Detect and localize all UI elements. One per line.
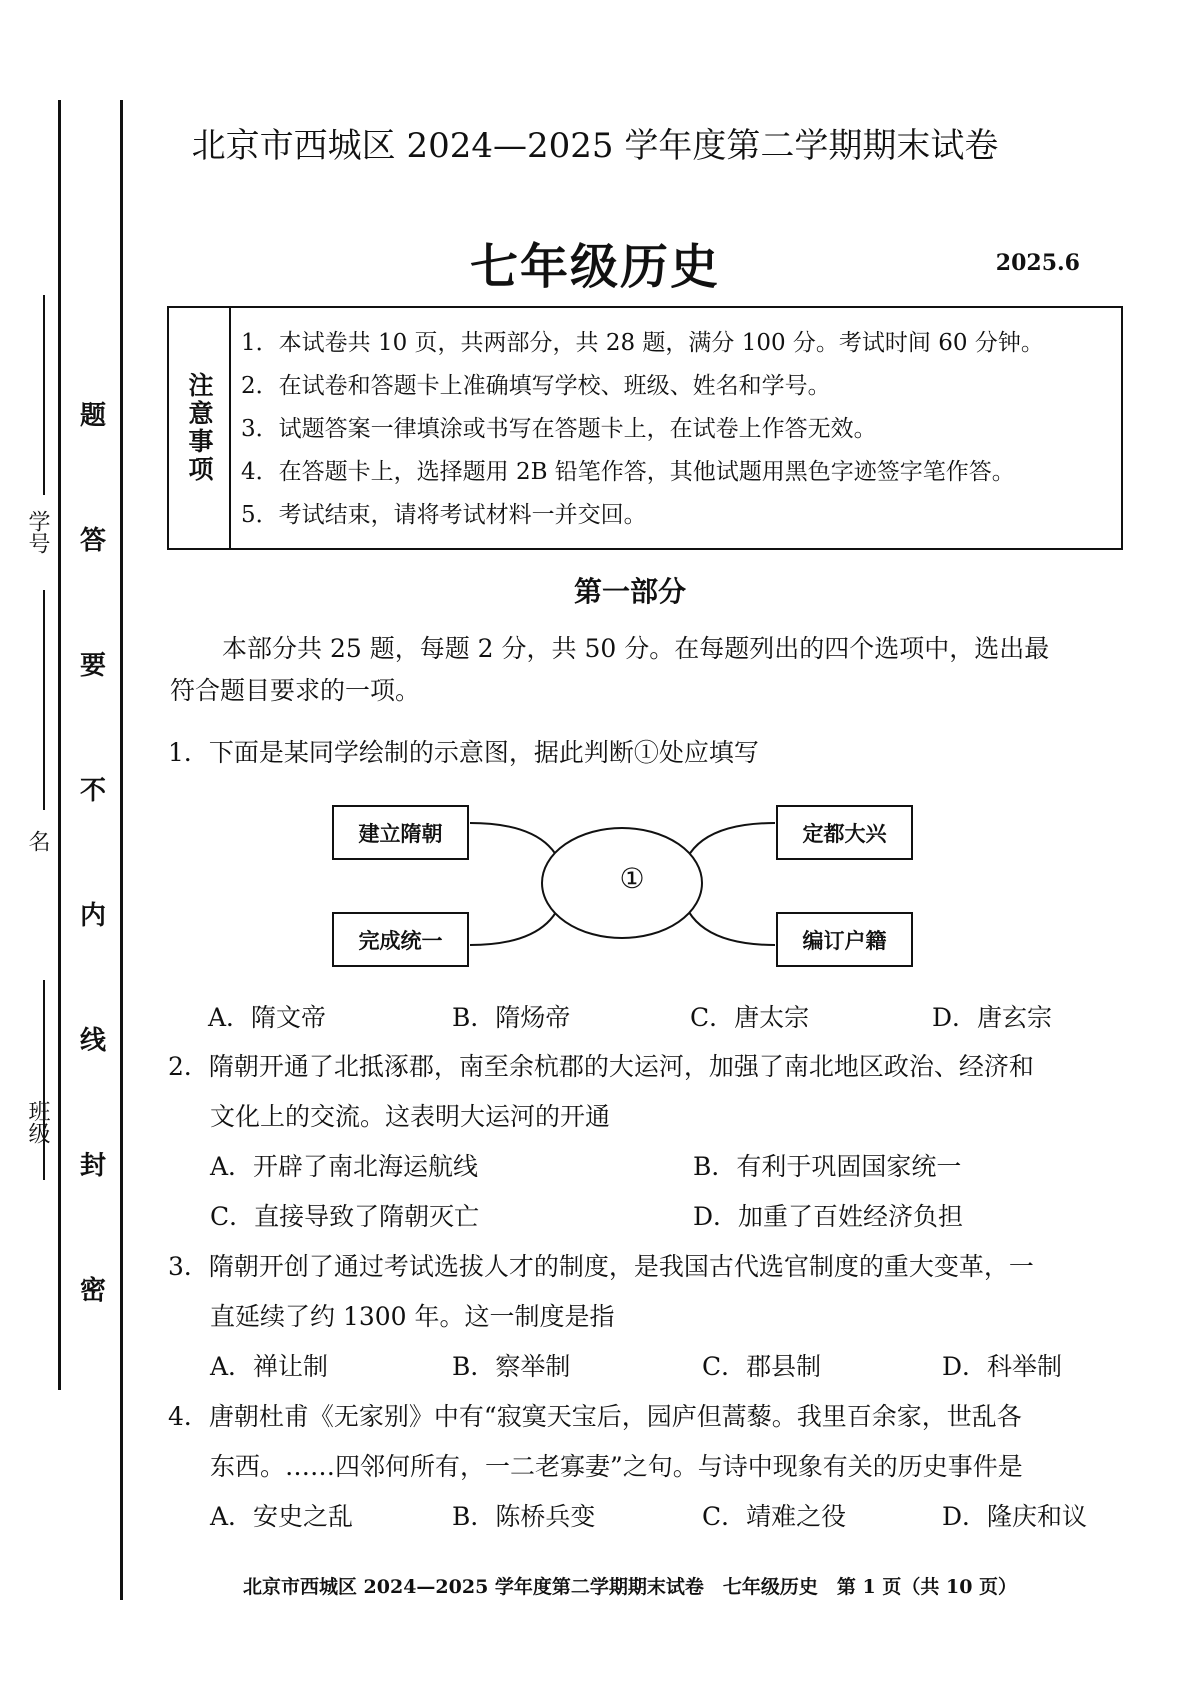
diagram-center-label: ①: [619, 862, 645, 895]
q4-stem-line: 4．唐朝杜甫《无家别》中有“寂寞天宝后，园庐但蒿藜。我里百余家，世乱各: [168, 1402, 1022, 1431]
seal-char: 不: [79, 776, 106, 806]
q3-stem-line: 直延续了约 1300 年。这一制度是指: [210, 1302, 615, 1331]
q4-option-a: A．安史之乱: [210, 1502, 354, 1531]
label-class: 班级: [25, 1100, 50, 1144]
seal-char: 题: [79, 401, 106, 431]
q1-stem: 1．下面是某同学绘制的示意图，据此判断①处应填写: [168, 738, 759, 767]
q3-option-d: D．科举制: [942, 1352, 1063, 1381]
notice-label: 注意事项: [169, 308, 231, 548]
diagram-box-right-bottom: 编订户籍: [776, 912, 913, 967]
q3-option-a: A．禅让制: [210, 1352, 329, 1381]
seal-char: 密: [79, 1276, 106, 1306]
q1-option-c: C．唐太宗: [690, 1003, 810, 1032]
seal-char: 内: [79, 901, 106, 931]
q2-stem-line: 2．隋朝开通了北抵涿郡，南至余杭郡的大运河，加强了南北地区政治、经济和: [168, 1052, 1034, 1081]
q3-option-b: B．察举制: [452, 1352, 571, 1381]
name-blank-line: [43, 590, 45, 810]
q2-option-a: A．开辟了南北海运航线: [210, 1152, 479, 1181]
notice-item: 4．在答题卡上，选择题用 2B 铅笔作答，其他试题用黑色字迹签字笔作答。: [241, 459, 1015, 485]
q4-option-b: B．陈桥兵变: [452, 1502, 596, 1531]
page-footer: 北京市西城区 2024—2025 学年度第二学期期末试卷 七年级历史 第 1 页（共 10 页）: [242, 1576, 1018, 1598]
seal-char: 封: [79, 1151, 106, 1181]
q4-option-d: D．隆庆和议: [942, 1502, 1088, 1531]
diagram-box-right-top: 定都大兴: [776, 805, 913, 860]
notice-item: 2．在试卷和答题卡上准确填写学校、班级、姓名和学号。: [241, 373, 831, 399]
seal-char: 要: [79, 651, 106, 681]
seal-char: 答: [79, 526, 106, 556]
notice-item: 1．本试卷共 10 页，共两部分，共 28 题，满分 100 分。考试时间 60 分钟。: [241, 330, 1044, 356]
q3-option-c: C．郡县制: [702, 1352, 822, 1381]
notice-item: 3．试题答案一律填涂或书写在答题卡上，在试卷上作答无效。: [241, 416, 877, 442]
notice-box: [167, 306, 1123, 550]
label-name: 名: [25, 830, 50, 852]
student-id-blank-line: [43, 295, 45, 495]
q4-option-c: C．靖难之役: [702, 1502, 847, 1531]
exam-date: 2025.6: [995, 250, 1080, 276]
class-blank-line: [43, 980, 45, 1180]
q2-option-d: D．加重了百姓经济负担: [693, 1202, 964, 1231]
diagram-box-left-top: 建立隋朝: [332, 805, 469, 860]
q1-option-a: A．隋文帝: [208, 1003, 327, 1032]
q2-option-c: C．直接导致了隋朝灭亡: [210, 1202, 480, 1231]
diagram-box-left-bottom: 完成统一: [332, 912, 469, 967]
notice-list: [241, 322, 1115, 537]
part-intro-line: 本部分共 25 题，每题 2 分，共 50 分。在每题列出的四个选项中，选出最: [222, 634, 1050, 663]
q4-stem-line: 东西。……四邻何所有，一二老寡妻”之句。与诗中现象有关的历史事件是: [210, 1452, 1023, 1481]
subject-title: 七年级历史: [469, 239, 720, 295]
notice-item: 5．考试结束，请将考试材料一并交回。: [241, 502, 647, 528]
q2-option-b: B．有利于巩固国家统一: [693, 1152, 962, 1181]
q1-option-b: B．隋炀帝: [452, 1003, 571, 1032]
exam-title: 北京市西城区 2024—2025 学年度第二学期期末试卷: [191, 126, 999, 166]
q1-option-d: D．唐玄宗: [932, 1003, 1053, 1032]
part-intro-line: 符合题目要求的一项。: [170, 676, 421, 705]
binding-line-inner: [120, 100, 123, 1600]
seal-char: 线: [79, 1026, 106, 1056]
label-student-id: 学号: [25, 510, 50, 554]
q3-stem-line: 3．隋朝开创了通过考试选拔人才的制度，是我国古代选官制度的重大变革，一: [168, 1252, 1034, 1281]
q2-stem-line: 文化上的交流。这表明大运河的开通: [210, 1102, 611, 1131]
part-title: 第一部分: [573, 575, 686, 608]
